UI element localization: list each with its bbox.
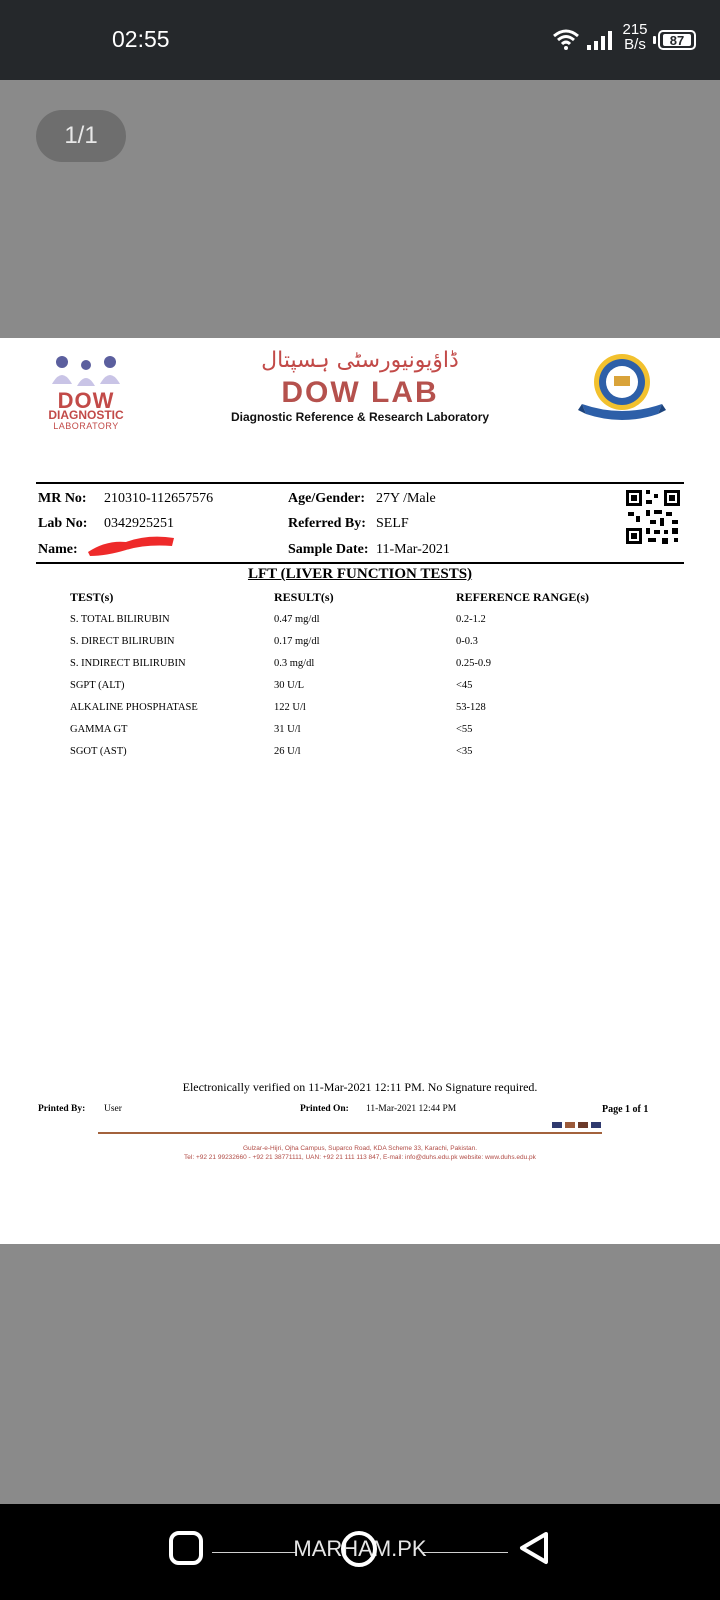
printed-by-label: Printed By:	[38, 1104, 86, 1114]
back-button[interactable]	[516, 1530, 552, 1566]
test-range: <55	[456, 724, 473, 735]
name-label: Name:	[38, 542, 78, 557]
test-result: 0.47 mg/dl	[274, 614, 320, 625]
home-button[interactable]	[340, 1530, 378, 1568]
printed-on-label: Printed On:	[300, 1104, 349, 1114]
navigation-bar	[0, 1504, 720, 1600]
lab-no-label: Lab No:	[38, 516, 88, 531]
clock: 02:55	[112, 26, 170, 52]
lab-no-value: 0342925251	[104, 516, 174, 531]
recents-button[interactable]	[168, 1530, 204, 1566]
status-bar	[0, 0, 720, 80]
logo-text-diagnostic: DIAGNOSTIC	[48, 408, 124, 422]
test-name: S. DIRECT BILIRUBIN	[70, 636, 175, 647]
battery-level: 87	[663, 34, 691, 46]
battery-icon	[658, 30, 696, 50]
sample-date-value: 11-Mar-2021	[376, 542, 450, 557]
signal-icon	[586, 30, 614, 50]
test-result: 0.17 mg/dl	[274, 636, 320, 647]
test-range: <45	[456, 680, 473, 691]
watermark-text: MARHAM.PK	[293, 1536, 427, 1561]
age-label: Age/Gender:	[288, 491, 365, 506]
patient-top-rule	[36, 482, 684, 484]
lab-subtitle: Diagnostic Reference & Research Laboratory	[230, 410, 490, 424]
urdu-hospital-name: ڈاؤیونیورسٹی ہسپتال	[261, 348, 459, 373]
referred-value: SELF	[376, 516, 409, 531]
test-result: 31 U/l	[274, 724, 301, 735]
test-result: 0.3 mg/dl	[274, 658, 315, 669]
footer-rule	[98, 1132, 602, 1134]
column-header-range: REFERENCE RANGE(s)	[456, 590, 590, 604]
mr-label: MR No:	[38, 491, 87, 506]
column-header-test: TEST(s)	[70, 590, 114, 604]
battery-tip	[653, 36, 656, 44]
verification-note: Electronically verified on 11-Mar-2021 12:11 PM. No Signature required.	[182, 1080, 538, 1094]
page-counter: 1/1	[36, 110, 126, 162]
report-page	[0, 338, 720, 1244]
redaction-scribble	[86, 530, 178, 558]
contact-line: Tel: +92 21 99232660 - +92 21 38771111, UAN: +92 21 111 113 847, E-mail: info@duhs.edu.pk website: www.duhs.edu.pk	[184, 1154, 536, 1161]
test-range: 53-128	[456, 702, 486, 713]
page-number: Page 1 of 1	[602, 1104, 649, 1115]
test-result: 30 U/L	[274, 680, 305, 691]
age-value: 27Y /Male	[376, 491, 436, 506]
address-block	[0, 1144, 720, 1162]
test-name: S. TOTAL BILIRUBIN	[70, 614, 170, 625]
logo-text-dow: DOW	[57, 388, 115, 413]
test-range: <35	[456, 746, 473, 757]
net-speed-value: 215	[622, 21, 648, 38]
test-name: ALKALINE PHOSPHATASE	[70, 702, 198, 713]
test-result: 26 U/l	[274, 746, 301, 757]
column-header-result: RESULT(s)	[274, 590, 334, 604]
test-range: 0-0.3	[456, 636, 478, 647]
wifi-icon	[552, 28, 580, 50]
test-name: GAMMA GT	[70, 724, 128, 735]
test-range: 0.2-1.2	[456, 614, 486, 625]
test-name: SGOT (AST)	[70, 746, 127, 757]
qr-code-icon	[624, 488, 682, 546]
test-name: SGPT (ALT)	[70, 680, 125, 691]
duhs-seal-icon	[578, 348, 666, 424]
printed-by-value: User	[104, 1104, 122, 1114]
color-blocks-icon	[552, 1122, 602, 1130]
report-title: LFT (LIVER FUNCTION TESTS)	[247, 566, 473, 582]
patient-bottom-rule	[36, 562, 684, 564]
test-name: S. INDIRECT BILIRUBIN	[70, 658, 186, 669]
net-speed	[620, 22, 650, 52]
printed-on-value: 11-Mar-2021 12:44 PM	[366, 1104, 457, 1114]
sample-date-label: Sample Date:	[288, 542, 369, 557]
address-line: Gulzar-e-Hijri, Ojha Campus, Suparco Road, KDA Scheme 33, Karachi, Pakistan.	[242, 1145, 478, 1152]
referred-label: Referred By:	[288, 516, 366, 531]
mr-value: 210310-112657576	[104, 491, 214, 506]
test-range: 0.25-0.9	[456, 658, 491, 669]
net-speed-unit: B/s	[624, 36, 646, 53]
logo-text-laboratory: LABORATORY	[53, 421, 119, 431]
lab-title: DOW LAB	[281, 376, 439, 409]
test-result: 122 U/l	[274, 702, 306, 713]
